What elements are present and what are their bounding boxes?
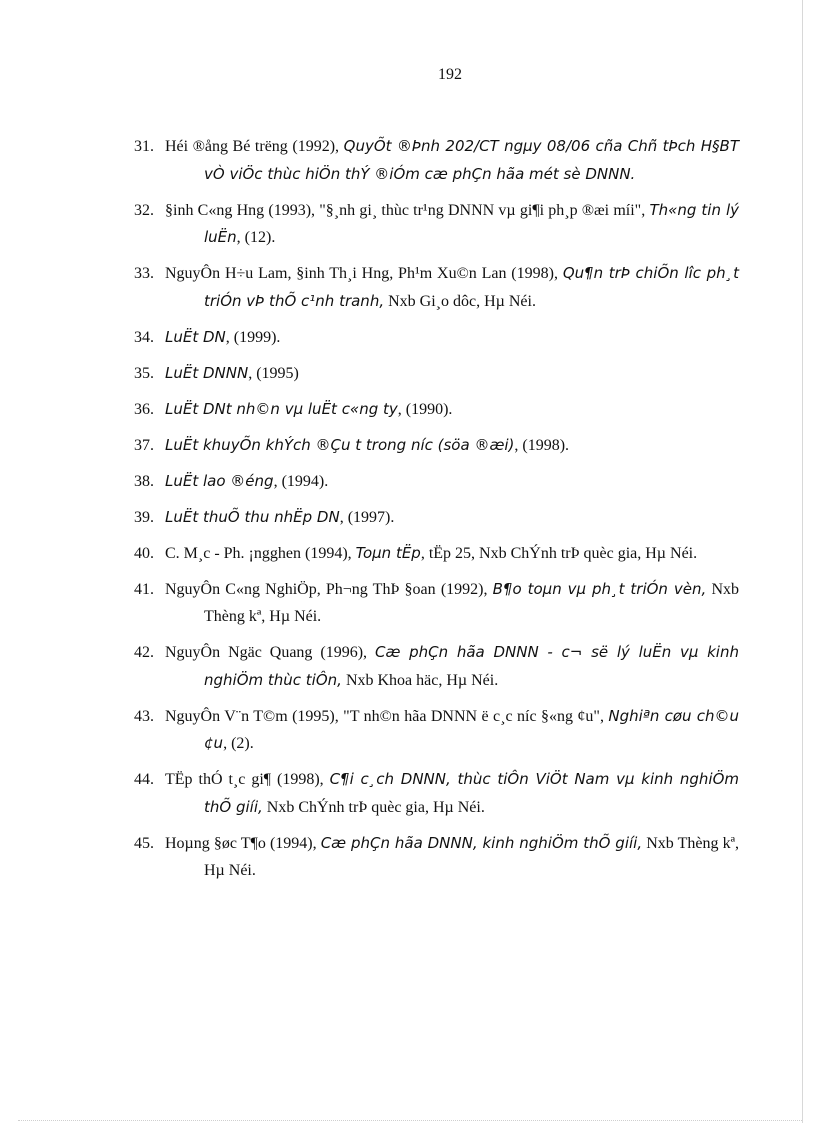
page-edge-rule xyxy=(802,0,803,1123)
reference-title: QuyÕt ®Þnh 202/CT ngµy 08/06 cña Chñ tÞch H§BT vÒ viÖc thùc hiÖn thÝ ®iÓm cæ phÇn hãa mét sè DNNN. xyxy=(204,137,739,183)
reference-item xyxy=(134,504,739,532)
reference-number: 45. xyxy=(134,834,154,852)
reference-text: , (1990). xyxy=(397,400,453,418)
reference-text: , (1999). xyxy=(225,328,281,346)
reference-number: 34. xyxy=(134,328,154,346)
reference-text: , tËp 25, Nxb ChÝnh trÞ quèc gia, Hµ Néi. xyxy=(420,544,698,562)
reference-item xyxy=(134,133,739,188)
reference-item xyxy=(134,360,739,388)
reference-item xyxy=(134,766,739,821)
reference-title: B¶o toµn vµ ph¸t triÓn vèn, xyxy=(492,579,707,598)
reference-title: Qu¶n trÞ chiÕn lîc ph¸t triÓn vÞ thÕ c¹nh tranh, xyxy=(204,264,739,310)
reference-number: 35. xyxy=(134,364,154,382)
reference-number: 43. xyxy=(134,707,154,725)
reference-item xyxy=(134,468,739,496)
page-bottom-rule xyxy=(18,1120,802,1121)
reference-list xyxy=(134,133,739,893)
reference-title: Cæ phÇn hãa DNNN - c¬ së lý luËn vµ kinh nghiÖm thùc tiÔn, xyxy=(204,643,739,689)
reference-text: , (1998). xyxy=(514,436,570,454)
reference-title: Th«ng tin lý luËn xyxy=(204,200,740,246)
reference-text: Héi ®ång Bé trëng (1992), xyxy=(165,138,344,155)
reference-title: LuËt DN xyxy=(165,327,226,346)
reference-item xyxy=(134,540,739,568)
reference-item xyxy=(134,703,739,758)
page-number: 192 xyxy=(438,66,462,83)
reference-text: Nxb Thèng kª, Hµ Néi. xyxy=(204,834,739,879)
reference-text: Hoµng §øc T¶o (1994), xyxy=(165,834,321,852)
reference-item xyxy=(134,324,739,352)
reference-item xyxy=(134,396,739,424)
reference-text: Nxb Thèng kª, Hµ Néi. xyxy=(204,580,739,625)
reference-number: 37. xyxy=(134,436,154,454)
reference-title: LuËt lao ®éng xyxy=(165,471,274,490)
reference-title: LuËt DNNN xyxy=(165,363,249,382)
reference-text: Nxb ChÝnh trÞ quèc gia, Hµ Néi. xyxy=(262,798,485,816)
reference-text: , (2). xyxy=(223,735,254,752)
reference-text: TËp thÓ t¸c gi¶ (1998), xyxy=(165,771,330,788)
reference-text: , (1994). xyxy=(273,472,329,490)
reference-title: LuËt thuÕ thu nhËp DN xyxy=(165,507,340,526)
reference-title: Cæ phÇn hãa DNNN, kinh nghiÖm thÕ giíi, xyxy=(320,833,643,852)
reference-text: C. M¸c - Ph. ¡ngghen (1994), xyxy=(165,544,356,562)
reference-text: Nxb Gi¸o dôc, Hµ Néi. xyxy=(384,292,536,310)
reference-item xyxy=(134,639,739,694)
reference-number: 41. xyxy=(134,580,154,598)
reference-number: 33. xyxy=(134,265,154,282)
reference-text: NguyÔn Ngäc Quang (1996), xyxy=(165,644,375,661)
reference-title: LuËt DNt nh©n vµ luËt c«ng ty xyxy=(165,399,398,418)
reference-number: 31. xyxy=(134,138,154,155)
reference-title: LuËt khuyÕn khÝch ®Çu t trong níc (söa ®æi) xyxy=(165,435,515,454)
reference-text: §inh C«ng Hng (1993), "§¸nh gi¸ thùc tr¹ng DNNN vµ gi¶i ph¸p ®æi míi", xyxy=(165,201,650,219)
reference-number: 36. xyxy=(134,400,154,418)
reference-title: Nghiªn cøu ch©u ¢u xyxy=(204,706,739,752)
reference-text: NguyÔn V¨n T©m (1995), "T nh©n hãa DNNN ë c¸c níc §«ng ¢u", xyxy=(165,707,609,725)
reference-number: 40. xyxy=(134,544,154,562)
reference-text: NguyÔn H÷u Lam, §inh Th¸i Hng, Ph¹m Xu©n Lan (1998), xyxy=(165,265,563,282)
reference-title: Toµn tËp xyxy=(355,543,421,562)
reference-number: 42. xyxy=(134,644,154,661)
reference-text: , (1997). xyxy=(339,508,395,526)
reference-number: 44. xyxy=(134,771,154,788)
reference-number: 32. xyxy=(134,201,154,219)
reference-number: 38. xyxy=(134,472,154,490)
reference-item xyxy=(134,830,739,885)
reference-text: , (1995) xyxy=(248,364,299,382)
reference-item xyxy=(134,260,739,315)
reference-text: NguyÔn C«ng NghiÖp, Ph¬ng ThÞ §oan (1992), xyxy=(165,580,493,598)
reference-item xyxy=(134,432,739,460)
reference-text: Nxb Khoa häc, Hµ Néi. xyxy=(341,671,499,689)
reference-item xyxy=(134,576,739,631)
reference-item xyxy=(134,197,739,252)
reference-number: 39. xyxy=(134,508,154,526)
reference-text: , (12). xyxy=(236,229,276,246)
reference-title: C¶i c¸ch DNNN, thùc tiÔn ViÖt Nam vµ kinh nghiÖm thÕ giíi, xyxy=(204,770,739,816)
